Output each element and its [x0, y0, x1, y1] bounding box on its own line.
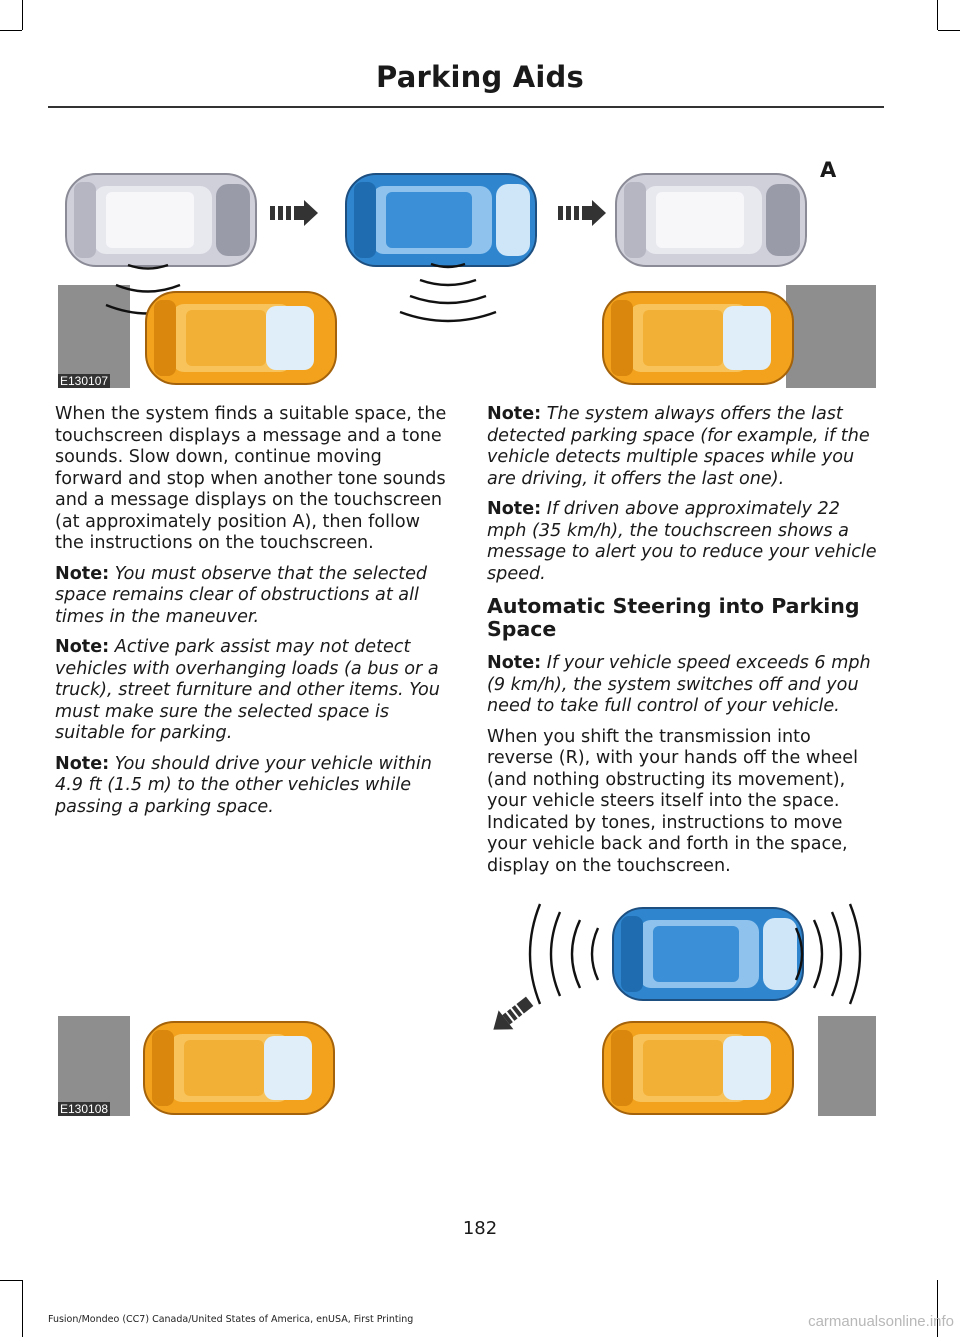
note-label: Note: — [55, 637, 110, 657]
body-paragraph: When you shift the transmission into reverse (R), with your hands off the wheel (and nothing obstructing its movement), your vehicle steers itself into the space. Indicated by tones, instructions to move your vehicle back and forth in the space, display on the touchscreen. — [487, 726, 858, 876]
parked-car-silver — [616, 174, 806, 266]
crop-mark — [937, 0, 938, 30]
note-text: You should drive your vehicle within 4.9 ft (1.5 m) to the other vehicles while passing a parking space. — [55, 753, 432, 817]
crop-mark — [0, 1280, 22, 1281]
curb — [58, 285, 130, 388]
note-text: If driven above approximately 22 mph (35 km/h), the touchscreen shows a message to alert you to reduce your vehicle speed. — [487, 499, 877, 584]
right-column — [487, 404, 879, 886]
crop-mark — [938, 30, 960, 31]
arrow-right-icon — [270, 200, 318, 226]
header-rule — [48, 106, 884, 108]
own-car-blue — [613, 908, 803, 1000]
note — [55, 637, 447, 745]
note — [487, 404, 879, 490]
arrow-right-icon — [558, 200, 606, 226]
note-text: The system always offers the last detected parking space (for example, if the vehicle detects multiple spaces while you are driving, it offers the last one). — [487, 404, 870, 489]
note-text: Active park assist may not detect vehicles with overhanging loads (a bus or a truck), street furniture and other items. You must make sure the selected space is suitable for parking. — [55, 637, 440, 743]
note — [487, 653, 879, 718]
page-title: Parking Aids — [376, 60, 584, 94]
note-label: Note: — [487, 404, 542, 424]
curb — [786, 285, 876, 388]
body-paragraph: When the system finds a suitable space, the touchscreen displays a message and a tone sounds. Slow down, continue moving forward and stop when another tone sounds and a message displays on the touchscreen (at approximately position A), then follow the instructions on the touchscreen. — [55, 404, 447, 553]
figure-id: E130107 — [60, 374, 109, 388]
note-text: You must observe that the selected space remains clear of obstructions at all times in the maneuver. — [55, 563, 428, 627]
note-label: Note: — [487, 653, 542, 673]
note — [487, 499, 879, 585]
parked-car-silver — [66, 174, 256, 266]
curb — [58, 1016, 130, 1116]
note — [55, 564, 447, 629]
crop-mark — [22, 1280, 23, 1337]
watermark: carmanualsonline.info — [808, 1313, 954, 1330]
parked-car-orange — [144, 1022, 334, 1114]
section-heading: Automatic Steering into Parking Space — [487, 594, 860, 641]
left-column — [55, 404, 447, 827]
note-label: Note: — [55, 563, 110, 584]
arrow-reverse-icon — [486, 992, 537, 1039]
own-car-blue — [346, 174, 536, 266]
page-number: 182 — [462, 1218, 498, 1239]
figure-parking-space-detection — [58, 140, 876, 388]
parked-car-orange — [603, 1022, 793, 1114]
note — [55, 754, 447, 819]
crop-mark — [22, 0, 23, 30]
note-text: If your vehicle speed exceeds 6 mph (9 km/h), the system switches off and you need to take full control of your vehicle. — [487, 653, 871, 716]
parking-illustration — [58, 140, 876, 388]
parked-car-orange — [146, 292, 336, 384]
parked-car-orange — [603, 292, 793, 384]
footer-text: Fusion/Mondeo (CC7) Canada/United States of America, enUSA, First Printing — [48, 1314, 414, 1325]
curb — [818, 1016, 876, 1116]
figure-id: E130108 — [60, 1102, 109, 1116]
position-a-label: A — [820, 158, 837, 182]
figure-automatic-steering — [58, 898, 876, 1116]
reverse-parking-illustration — [58, 898, 876, 1116]
note-label: Note: — [55, 753, 110, 774]
note-label: Note: — [487, 499, 542, 519]
crop-mark — [0, 30, 22, 31]
